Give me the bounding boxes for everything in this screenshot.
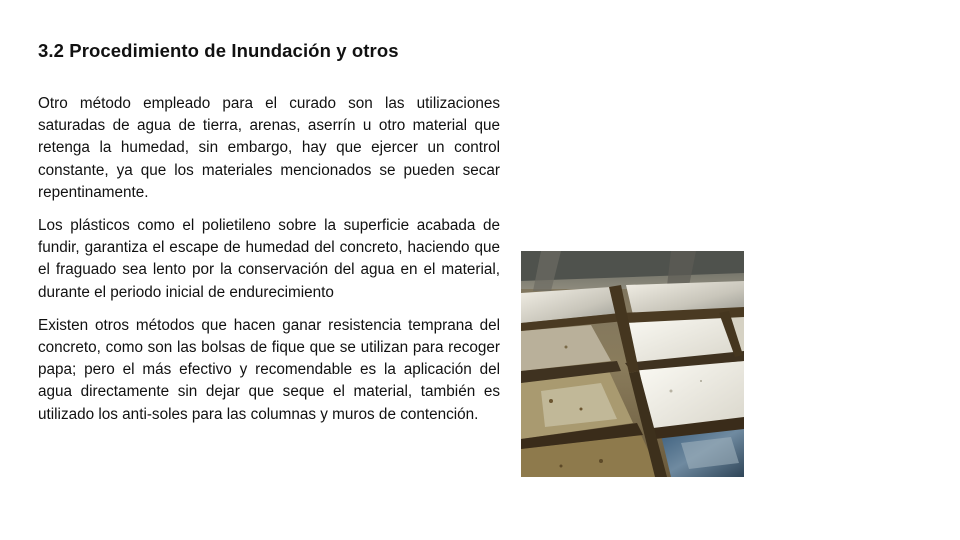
ponding-curing-photo — [521, 251, 744, 477]
paragraph-plastic-sheeting: Los plásticos como el polietileno sobre la superficie acabada de fundir, garantiza el escape de humedad del concreto, haciendo que el fraguado sea lento por la conservación del agua en el material, durante el periodo inicial de endurecimiento — [38, 217, 500, 301]
paragraph-sand-sawdust-curing: Otro método empleado para el curado son las utilizaciones saturadas de agua de tierra, arenas, aserrín u otro material que retenga la humedad, sin embargo, hay que ejercer un control constante, ya que los materiales mencionados se pueden secar repentinamente. — [38, 95, 500, 201]
slide-title: 3.2 Procedimiento de Inundación y otros — [38, 40, 399, 61]
ponding-photo-illustration — [521, 251, 744, 477]
body-text — [38, 93, 500, 437]
paragraph-other-methods: Existen otros métodos que hacen ganar resistencia temprana del concreto, como son las bolsas de fique que se utilizan para recoger papa; pero el más efectivo y recomendable es la aplicación del agua directamente sin dejar que seque el material, también es utilizado los anti-soles para las columnas y muros de contención. — [38, 316, 500, 423]
